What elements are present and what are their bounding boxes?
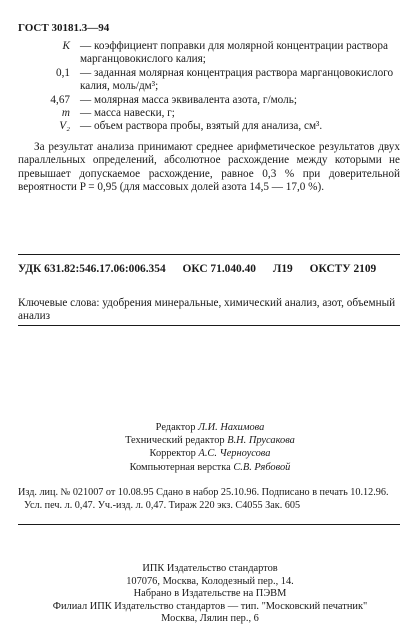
definition-symbol: m	[61, 107, 70, 120]
definition-text: — объем раствора пробы, взятый для анализа, см³.	[80, 120, 323, 133]
credit-line	[0, 461, 420, 474]
credit-name: В.Н. Прусакова	[227, 435, 295, 447]
print-info	[18, 486, 400, 512]
result-paragraph: За результат анализа принимают среднее арифметическое результатов двух параллельных определений, абсолютное расхождение между которыми не превышает допускаемое расхождение, равное 0,3 % при доверительной вероятности P = 0,95 (для массовых долей азота 14,5 — 17,0 %).	[18, 141, 400, 194]
credit-name: А.С. Черноусова	[198, 448, 271, 460]
divider	[18, 325, 400, 326]
publisher-line: ИПК Издательство стандартов	[142, 563, 278, 574]
credit-role: Компьютерная верстка	[129, 461, 231, 473]
document-header: ГОСТ 30181.3—94	[18, 22, 110, 34]
keywords: Ключевые слова: удобрения минеральные, химический анализ, азот, объемный анализ	[18, 297, 396, 323]
credit-line	[0, 447, 420, 460]
divider	[18, 524, 400, 525]
credit-line	[0, 434, 420, 447]
definition-row	[18, 67, 398, 94]
classification-line	[18, 263, 400, 276]
publisher-line: Набрано в Издательстве на ПЭВМ	[133, 588, 287, 600]
definition-text: — молярная масса эквивалента азота, г/моль;	[80, 93, 297, 106]
credit-role: Корректор	[149, 448, 196, 460]
definition-symbol: 4,67	[50, 93, 70, 106]
publisher-block	[0, 563, 420, 626]
credit-role: Редактор	[155, 422, 196, 433]
credit-name: С.В. Рябовой	[233, 461, 291, 473]
publisher-line: Москва, Лялин пер., 6	[161, 613, 259, 625]
definition-row	[18, 120, 398, 133]
credit-name: Л.И. Нахимова	[198, 422, 265, 433]
definition-text: — коэффициент поправки для молярной концентрации раствора марганцовокислого калия;	[80, 40, 388, 66]
udk-code: УДК 631.82:546.17.06:006.354	[18, 263, 166, 275]
oks-code: ОКС 71.040.40	[182, 263, 256, 275]
publisher-line: Филиал ИПК Издательство стандартов — тип. "Московский печатник"	[52, 600, 368, 612]
credit-role: Технический редактор	[125, 435, 225, 447]
definition-symbol: V₂	[59, 120, 70, 133]
definition-text: — масса навески, г;	[80, 107, 175, 120]
definition-text: — заданная молярная концентрация раствора марганцовокислого калия, моль/дм³;	[80, 66, 394, 93]
divider	[18, 254, 400, 255]
symbol-definitions	[18, 40, 398, 134]
group-code: Л19	[272, 263, 293, 275]
definition-symbol: 0,1	[56, 66, 70, 79]
print-info-line: Изд. лиц. № 021007 от 10.08.95 Сдано в набор 25.10.96. Подписано в печать 10.12.96.	[18, 487, 389, 498]
definition-row	[18, 94, 398, 107]
okstu-code: ОКСТУ 2109	[309, 263, 377, 275]
credits-block	[0, 421, 420, 474]
definition-row	[18, 107, 398, 120]
definition-row	[18, 40, 398, 67]
publisher-line: 107076, Москва, Колодезный пер., 14.	[126, 575, 294, 587]
credit-line	[0, 421, 420, 434]
definition-symbol: K	[62, 40, 70, 52]
print-info-line: Усл. печ. л. 0,47. Уч.-изд. л. 0,47. Тираж 220 экз. С4055 Зак. 605	[24, 500, 301, 511]
